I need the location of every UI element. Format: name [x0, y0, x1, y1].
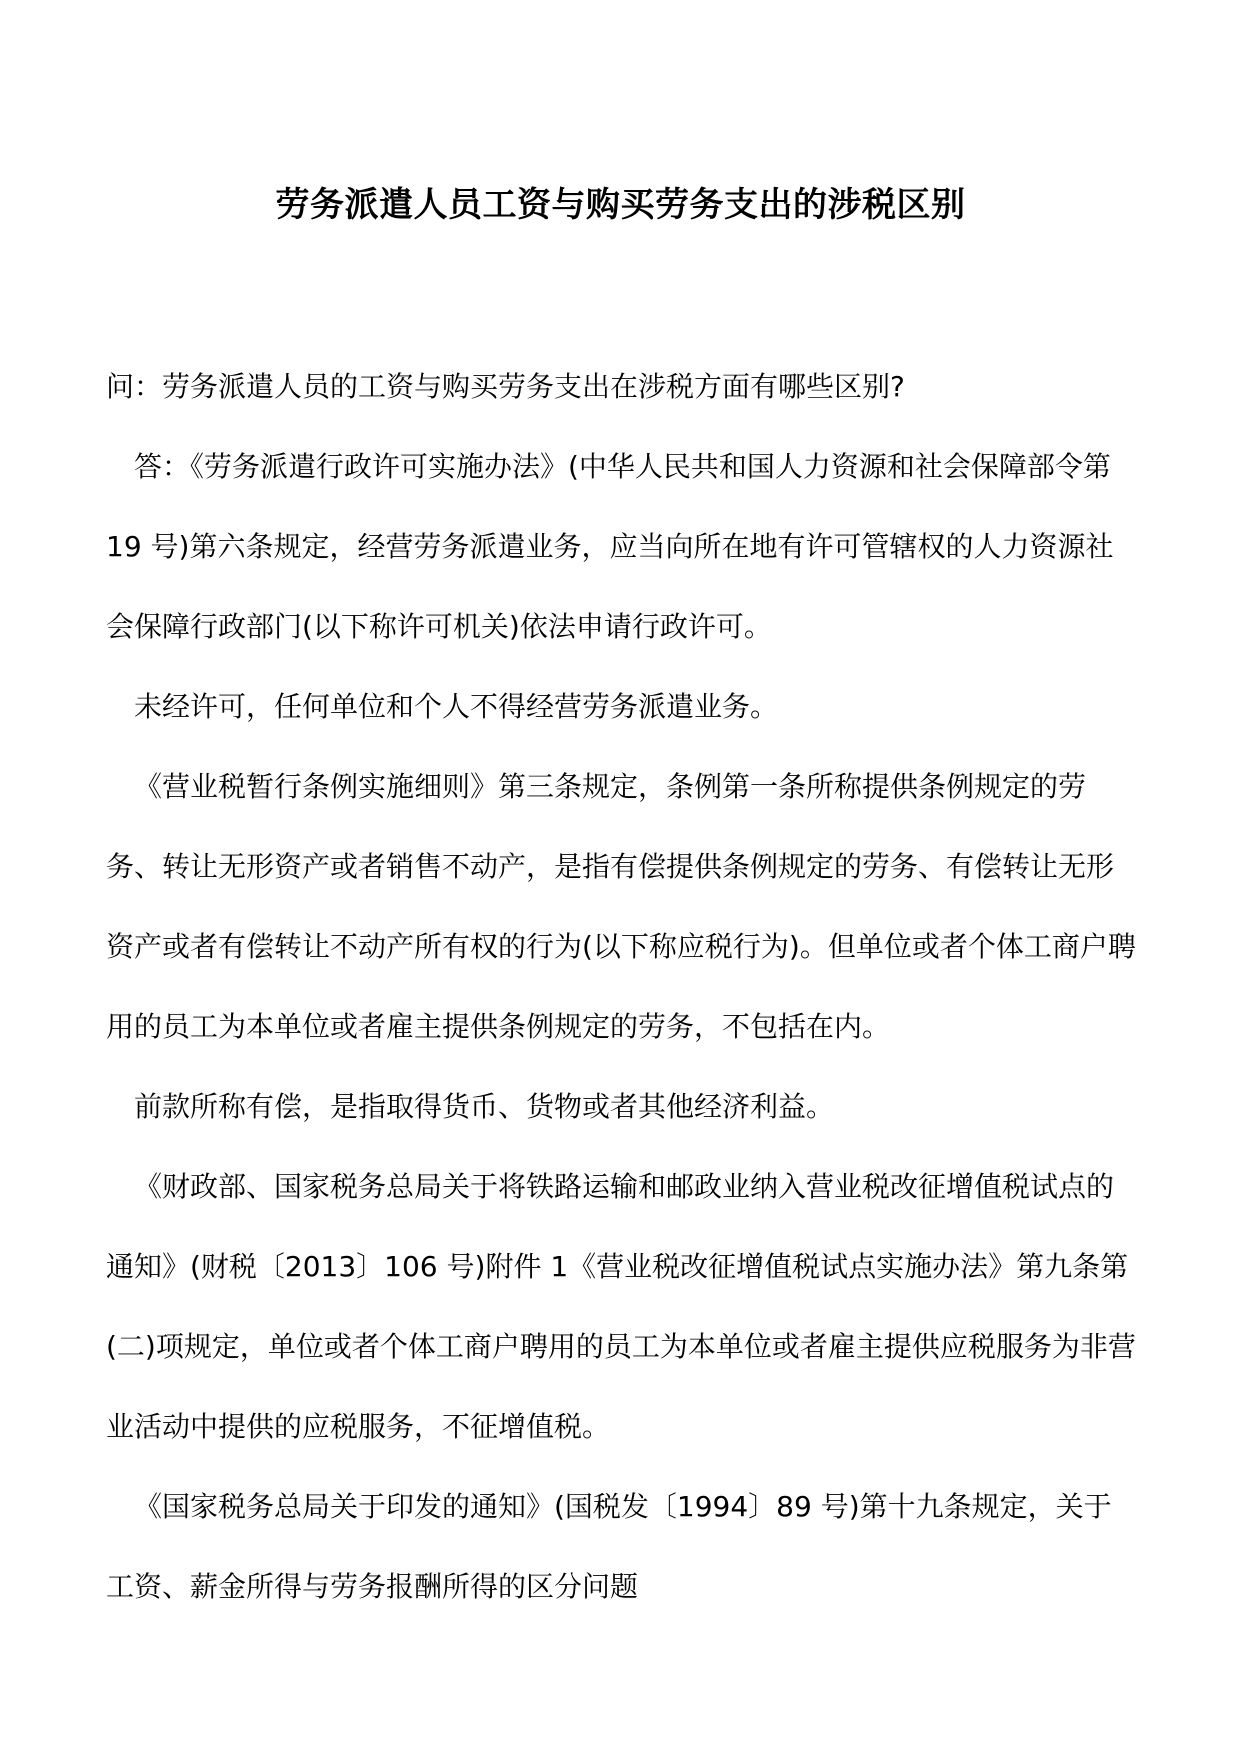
- license-requirement-paragraph: 未经许可，任何单位和个人不得经营劳务派遣业务。: [134, 690, 779, 723]
- answer-paragraph: 答：《劳务派遣行政许可实施办法》(中华人民共和国人力资源和社会保障部令第 19 号)第六条规定，经营劳务派遣业务，应当向所在地有许可管辖权的人力资源社会保障行政部门(以下称许可机关)依法申请行政许可。: [106, 450, 1114, 643]
- individual-income-tax-paragraph: 《国家税务总局关于印发的通知》(国税发〔1994〕89 号)第十九条规定，关于工资、薪金所得与劳务报酬所得的区分问题: [106, 1490, 1112, 1603]
- question-paragraph: 问：劳务派遣人员的工资与购买劳务支出在涉税方面有哪些区别?: [106, 370, 905, 403]
- document-body: [106, 347, 1136, 1627]
- vat-pilot-paragraph: 《财政部、国家税务总局关于将铁路运输和邮政业纳入营业税改征增值税试点的通知》(财税〔2013〕106 号)附件 1《营业税改征增值税试点实施办法》第九条第(二)项规定，单位或者个体工商户聘用的员工为本单位或者雇主提供应税服务为非营业活动中提供的应税服务，不征增值税。: [106, 1170, 1136, 1443]
- compensation-definition-paragraph: 前款所称有偿，是指取得货币、货物或者其他经济利益。: [134, 1090, 835, 1123]
- document-title: 劳务派遣人员工资与购买劳务支出的涉税区别: [275, 184, 966, 225]
- business-tax-rule-paragraph: 《营业税暂行条例实施细则》第三条规定，条例第一条所称提供条例规定的劳务、转让无形资产或者销售不动产，是指有偿提供条例规定的劳务、有偿转让无形资产或者有偿转让不动产所有权的行为(以下称应税行为)。但单位或者个体工商户聘用的员工为本单位或者雇主提供条例规定的劳务，不包括在内。: [106, 770, 1136, 1043]
